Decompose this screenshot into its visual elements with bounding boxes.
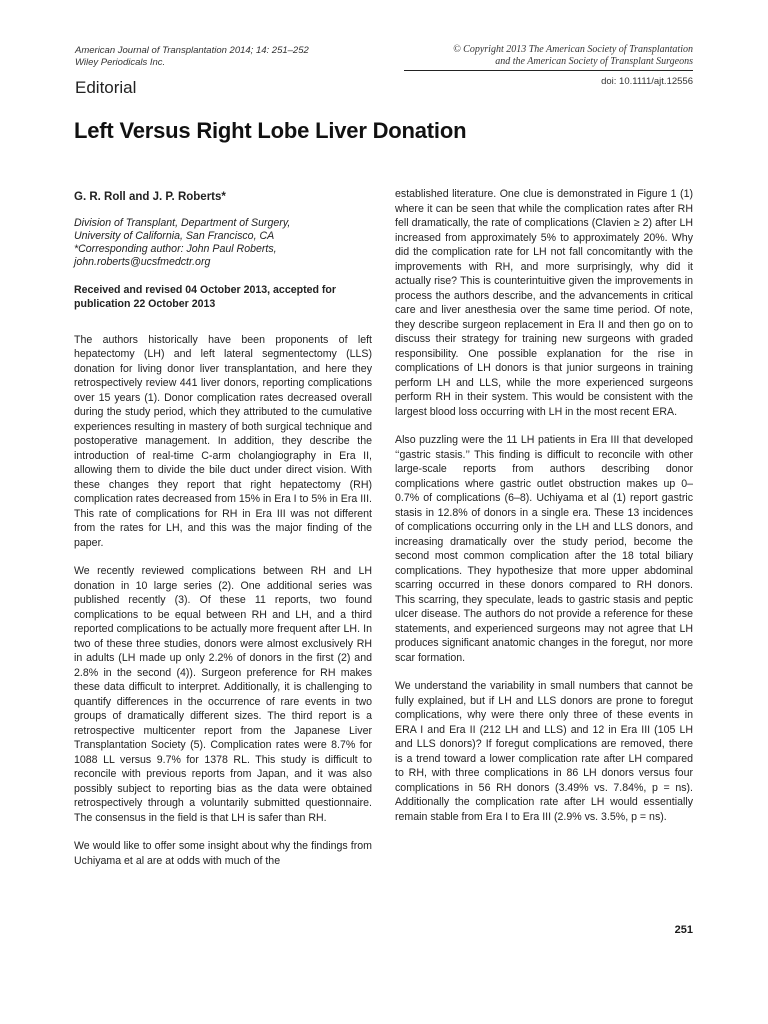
corresponding-email: john.roberts@ucsfmedctr.org — [74, 255, 211, 268]
journal-line-1: American Journal of Transplantation 2014; 14: 251–252 — [75, 45, 309, 56]
body-paragraph: We would like to offer some insight about why the findings from Uchiyama et al are at odds with much of the — [74, 840, 372, 867]
body-paragraph: The authors historically have been proponents of left hepatectomy (LH) and left lateral segmentectomy (LLS) donation for living donor liver transplantation, and here they retrospectively review 441 liver donors, reporting complications over 15 years (1). Donor complication rates decreased overall during the study period, which they attributed to the cumulative experiences resulting in mastery of both surgical technique and postoperative management. In addition, they describe the introduction of real-time C-arm cholangiography in Era II, allowing them to divide the bile duct under direct vision. With these changes they report that right hepatectomy (RH) complication rates decreased from 15% in Era I to 5% in Era III. This rate of complications for RH in Era III was not different from the rates for LH, and this was the major finding of the paper. — [74, 333, 372, 549]
doi: doi: 10.1111/ajt.12556 — [601, 76, 693, 87]
received-dates: Received and revised 04 October 2013, accepted for publication 22 October 2013 — [74, 283, 337, 310]
body-paragraph: We recently reviewed complications between RH and LH donation in 10 large series (2). One additional series was published recently (3). Of these 11 reports, two found complications to be equal between RH and LH, and a third reported complications to be actually more frequent after LH. In two of these three studies, donors were almost exclusively RH in adults (LH made up only 2.2% of donors in the first (2) and 2.8% in the second (4)). Surgeon preference for RH makes these data difficult to interpret. Additionally, it is challenging to quantify differences in the occurrence of rare events in two groups of dramatically different sizes. The third report is a retrospective multicenter report from the Japanese Liver Transplantation Society (5). Complication rates were 8.7% for 1088 LL versus 9.7% for 1378 RL. This study is difficult to reconcile with previous reports from Japan, and it was also possibly subject to reporting bias as the data were obtained retrospectively through a voluntarily submitted questionnaire. The consensus in the field is that LH is safer than RH. — [74, 565, 372, 824]
journal-line-2: Wiley Periodicals Inc. — [75, 57, 166, 68]
left-column — [74, 180, 372, 882]
body-paragraph: established literature. One clue is demonstrated in Figure 1 (1) where it can be seen that while the complication rates after RH fell dramatically, the rate of complications (Clavien ≥ 2) after LH increased from approximately 5% to approximately 20%. Why did the complication rate for LH not fall concomitantly with the improvements with RH, and more surprisingly, why did it actually rise? This is counterintuitive given the improvements in process the authors describe, and the advancements in critical care and liver anesthesia over the same time period. Of note, they describe surgeon replacement in Era II and then go on to discuss their strategy for training new surgeons with graded responsibility. One possible explanation for the rise in complications of LH donors is that junior surgeons in training perform LH and LLS, while the more experienced surgeons perform RH in their system. This would be consistent with the largest blood loss occurring with LH in the most recent ERA. — [395, 188, 693, 418]
section-label: Editorial — [75, 78, 137, 97]
affiliation-line-2: University of California, San Francisco, CA — [74, 229, 275, 242]
copyright-line-1: © Copyright 2013 The American Society of Transplantation — [453, 44, 693, 55]
copyright-notice — [453, 44, 693, 68]
header-divider — [404, 70, 693, 71]
authors: G. R. Roll and J. P. Roberts* — [74, 191, 226, 203]
page-number: 251 — [674, 924, 693, 936]
copyright-line-2: and the American Society of Transplant Surgeons — [495, 56, 693, 67]
body-paragraph: We understand the variability in small numbers that cannot be fully explained, but if LH and LLS donors are prone to foregut complications, why were there only three of these events in ERA I and Era II (212 LH and LLS) and 12 in Era III (105 LH and LLS donors)? If foregut complications are removed, there is a trend toward a lower complication rate after LH compared to RH, with three complications in 86 LH donors versus four complications in 56 RH donors (3.49% vs. 7.84%, p = ns). Additionally the complication rate after LH would essentially remain stable from Era I to Era III (2.9% vs. 3.5%, p = ns). — [395, 680, 693, 823]
journal-citation — [75, 45, 309, 69]
corresponding-author: *Corresponding author: John Paul Roberts, — [74, 242, 277, 255]
body-paragraph: Also puzzling were the 11 LH patients in Era III that developed ‘‘gastric stasis.’’ This finding is difficult to reconcile with other large-scale reports from authors describing donor complications where gastric outlet obstruction makes up 0–0.7% of complications (6–8). Uchiyama et al (1) report gastric stasis in 12.8% of donors in a single era. These 13 incidences of complications occurring only in the LH and LLS donors, and increasing dramatically over the study period, become the second most common complication after the 18 total biliary complications. They hypothesize that more upper abdominal scarring occurred in these donors compared to RH donors. This scarring, they speculate, leads to gastric stasis and peptic ulcer disease. The authors do not provide a reference for these statements, and experienced surgeons may not agree that LH produces significant anatomic changes in the foregut, nor more scar formation. — [395, 434, 693, 664]
affiliation-line-1: Division of Transplant, Department of Surgery, — [74, 216, 291, 229]
article-title: Left Versus Right Lobe Liver Donation — [74, 118, 467, 143]
right-column — [395, 187, 693, 838]
